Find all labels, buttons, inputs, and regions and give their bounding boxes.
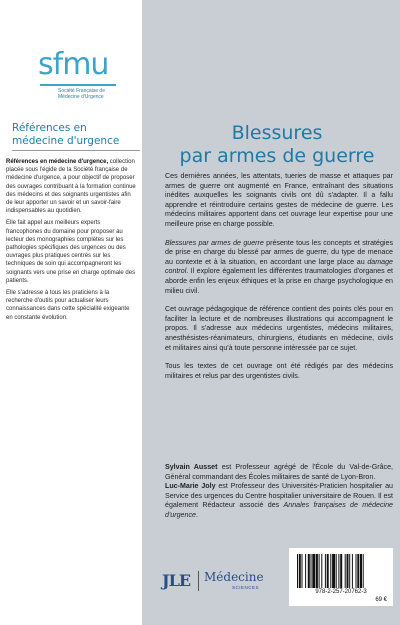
barcode-bar <box>338 554 339 588</box>
description-paragraph-4: Tous les textes de cet ouvrage ont été rédigés par des médecins militaires et relus par des urgentistes civils. <box>165 362 393 380</box>
description-paragraph-3: Cet ouvrage pédagogique de référence contient des points clés pour en faciliter la lecture et de nombreuses illustrations qui accompagnent le propos. Il s'adresse aux médecins urgentistes, médecins militaires, anesthésistes-réanimateurs, chirurgiens, étudiants en médecine, civils et militaires ainsi qu'à toute personne intéressée par ce sujet. <box>165 305 393 352</box>
description-paragraph-2 <box>165 239 393 297</box>
barcode-bar <box>299 554 301 588</box>
barcode-bar <box>363 554 364 588</box>
barcode-bar <box>347 554 349 588</box>
left-column <box>0 0 142 625</box>
description-paragraph-2a: présente tous les concepts et stratégies de prise en charge du blessé par armes de guerre, du type de menace au contexte et à la situation, en accordant une large place au <box>165 238 393 266</box>
series-paragraph-1 <box>6 158 137 215</box>
book-title <box>162 122 392 168</box>
barcode-bar <box>325 554 326 588</box>
book-title-line1: Blessures <box>231 122 323 144</box>
barcode-bar <box>357 554 359 588</box>
right-panel <box>142 0 400 625</box>
sfmu-logo <box>38 47 118 110</box>
publisher-logos <box>162 568 282 594</box>
author-2-bio: est Professeur des Universités-Praticien hospitalier au Service des urgences du Centre hospitalier universitaire de Rouen. Il est également Rédacteur associé des <box>165 482 393 510</box>
series-paragraph-2: Elle fait appel aux meilleurs experts francophones du domaine pour proposer au lecteur des monographies complètes sur les pathologies spécifiques des urgences ou des ouvrages plus pratiques centrés sur les techniques de soin qui accompagneront les soignants vers une prise en charge optimale des patients. <box>6 220 136 284</box>
author-1-bio: est Professeur agrégé de l'École du Val-de-Grâce, Général commandant des Écoles militaires de santé de Lyon-Bron. <box>165 463 393 481</box>
barcode-bar <box>297 554 298 588</box>
barcode-bar <box>332 554 335 588</box>
description-paragraph-1: Ces dernières années, les attentats, tueries de masse et attaques par armes de guerre ont augmenté en France, entraînant des situations inédites auxquelles les soignants civils ont dû s'adapter. Il a fallu apprendre et réintroduire certains gestes de médecine de guerre. Les médecins militaires apportent dans cet ouvrage leur expertise pour une meilleure prise en charge possible. <box>165 172 393 228</box>
series-title: Références en médecine d'urgence <box>12 122 120 147</box>
barcode-bar <box>319 554 320 588</box>
barcode-bar <box>349 554 350 588</box>
author-2-name: Luc-Marie Joly <box>165 482 216 491</box>
series-paragraph-1-text: collection placée sous l'égide de la Société française de médecine d'urgence, a pour objectif de proposer des ouvrages contribuant à la formation continue des médecins et des soignants urgentistes afin de leur apporter un savoir et un savoir-faire indispensables au quotidien. <box>6 159 136 215</box>
barcode-area <box>289 548 393 606</box>
book-title-italic: Blessures par armes de guerre <box>165 238 264 247</box>
barcode-icon <box>295 554 387 588</box>
series-name-bold: Références en médecine d'urgence, <box>6 159 109 165</box>
damage-control-italic: damage control <box>165 257 393 276</box>
author-2 <box>165 482 393 520</box>
barcode-bar <box>336 554 337 588</box>
authors-section <box>165 463 393 521</box>
description-paragraph-2b: . Il explore également les différentes traumatologies d'organes et aborde enfin les enjeux éthiques et la prise en charge psychologique en milieu civil. <box>165 267 393 295</box>
book-title-line2: par armes de guerre <box>179 145 375 167</box>
jle-logo: JLE <box>162 571 191 590</box>
barcode-bar <box>330 554 331 588</box>
logo-subtitle <box>58 88 128 100</box>
author-1-name: Sylvain Ausset <box>165 463 218 471</box>
author-1 <box>165 463 393 482</box>
barcode-bar <box>345 554 346 588</box>
barcode-bar <box>340 554 342 588</box>
barcode-bar <box>356 554 357 588</box>
series-description <box>6 158 137 326</box>
logo-subtitle-line1: Société Française de <box>58 88 105 94</box>
logo-mark: sfmu <box>38 47 109 82</box>
author-2-end: . <box>195 510 198 519</box>
sciences-label: SCIENCES <box>232 585 260 590</box>
barcode-bar <box>321 554 322 588</box>
barcode-bar <box>360 554 362 588</box>
barcode-bar <box>312 554 315 588</box>
series-paragraph-3: Elle s'adresse à tous les praticiens à la recherche d'outils pour actualiser leurs connaissances dans cette spécialité exigeante en constante évolution. <box>6 290 130 321</box>
journal-italic: Annales françaises de médecine d'urgence <box>165 501 394 519</box>
book-description <box>165 172 393 390</box>
barcode-bar <box>302 554 303 588</box>
barcode-bar <box>316 554 318 588</box>
barcode-bar <box>308 554 310 588</box>
logo-underline <box>40 84 116 86</box>
logo-subtitle-line2: Médecine d'Urgence <box>58 94 104 100</box>
price: 69 € <box>375 597 387 603</box>
publisher-divider <box>198 571 199 591</box>
medecine-logo: Médecine <box>204 570 264 584</box>
barcode-bar <box>305 554 306 588</box>
barcode-bar <box>311 554 312 588</box>
barcode-bar <box>327 554 329 588</box>
isbn-number: 978-2-257-20762-3 <box>315 589 367 595</box>
barcode-bar <box>352 554 353 588</box>
series-divider <box>12 150 140 151</box>
